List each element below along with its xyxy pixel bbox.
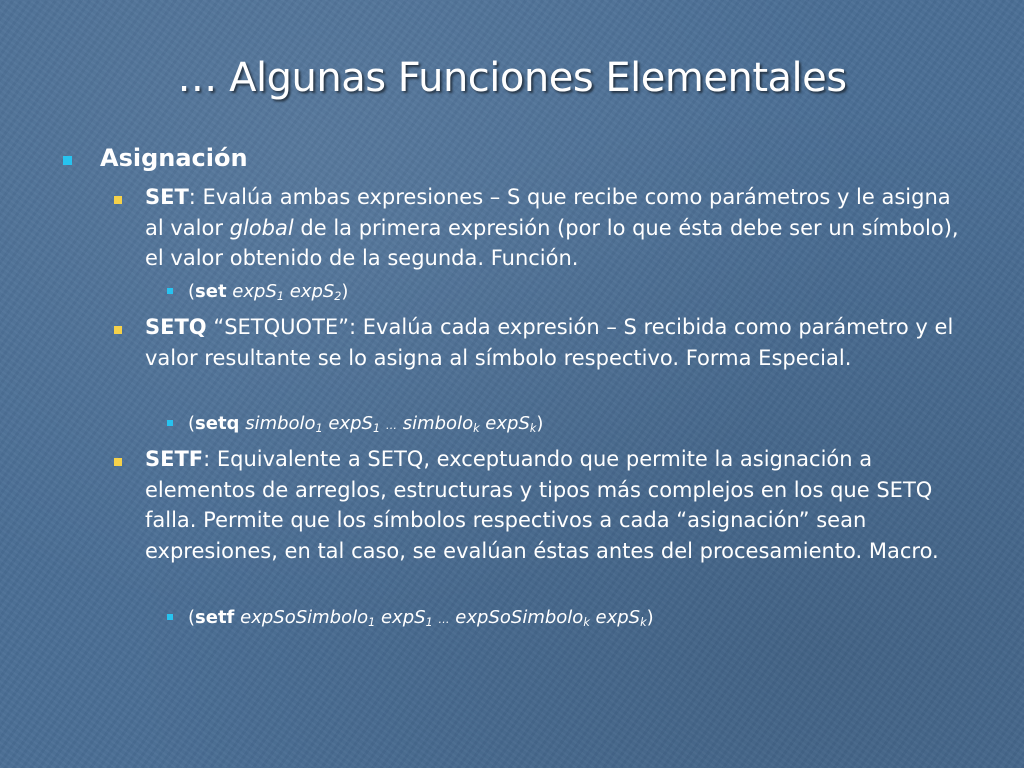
syntax-subscript: k xyxy=(640,616,647,629)
syntax-subscript: 1 xyxy=(425,616,433,629)
level3-bullet-icon xyxy=(167,288,173,294)
syntax-ellipsis: … xyxy=(385,419,397,432)
syntax-subscript: 1 xyxy=(372,422,381,435)
item-setf-keyword: SETF xyxy=(145,447,204,471)
item-setf-text: : Equivalente a SETQ, exceptuando que permite la asignación a elementos de arreglos, estructuras y tipos más complejos en los que SETQ falla. Permite que los símbolos respectivos a cada “asignación” sean expresiones, en tal caso, se evalúan éstas antes del procesamiento. Macro. xyxy=(145,447,939,563)
syntax-ellipsis: … xyxy=(438,613,450,626)
section-heading: Asignación xyxy=(100,144,248,172)
syntax-subscript: k xyxy=(583,616,590,629)
syntax-arg: simbolo xyxy=(245,413,316,434)
syntax-subscript: 2 xyxy=(334,290,342,303)
syntax-subscript: 1 xyxy=(368,616,376,629)
level2-bullet-icon xyxy=(114,326,122,334)
item-setf-description xyxy=(145,444,975,566)
item-set-emphasis: global xyxy=(229,215,294,240)
syntax-close-paren: ) xyxy=(646,607,654,628)
item-setq-text: “SETQUOTE”: Evalúa cada expresión – S recibida como parámetro y el valor resultante se lo asigna al símbolo respectivo. Forma Especial. xyxy=(145,315,954,370)
syntax-arg: expSoSimbolo xyxy=(240,607,369,628)
level3-bullet-icon xyxy=(167,614,173,620)
level3-bullet-icon xyxy=(167,420,173,426)
syntax-subscript: k xyxy=(473,422,480,435)
item-set-keyword: SET xyxy=(145,185,189,209)
item-setq-keyword: SETQ xyxy=(145,315,207,339)
syntax-arg: expS xyxy=(328,413,373,434)
syntax-open-paren: ( xyxy=(188,281,196,302)
level2-bullet-icon xyxy=(114,196,122,204)
syntax-close-paren: ) xyxy=(341,281,349,302)
syntax-keyword: setq xyxy=(195,413,240,434)
item-set-text-after: de la primera expresión (por lo que ésta debe ser un símbolo), el valor obtenido de la segunda. Función. xyxy=(145,215,959,270)
syntax-close-paren: ) xyxy=(536,413,544,434)
syntax-arg: expS xyxy=(380,607,426,628)
syntax-arg: expS xyxy=(289,281,335,302)
syntax-subscript: 1 xyxy=(315,422,323,435)
syntax-arg: expS xyxy=(595,607,641,628)
item-set-description xyxy=(145,182,975,274)
syntax-arg: expSoSimbolo xyxy=(455,607,584,628)
syntax-arg: expS xyxy=(232,281,277,302)
syntax-open-paren: ( xyxy=(188,607,196,628)
syntax-open-paren: ( xyxy=(188,413,196,434)
item-set-syntax xyxy=(188,281,348,303)
syntax-subscript: k xyxy=(529,422,537,435)
syntax-arg: simbolo xyxy=(402,413,474,434)
item-set-text-before: : Evalúa ambas expresiones – S que recibe como parámetros y le asigna al valor xyxy=(145,185,951,240)
syntax-subscript: 1 xyxy=(276,290,284,303)
item-setq-syntax xyxy=(188,413,543,437)
slide-title: … Algunas Funciones Elementales xyxy=(177,55,847,101)
item-setf-syntax xyxy=(188,607,654,631)
syntax-keyword: setf xyxy=(195,607,235,628)
level2-bullet-icon xyxy=(114,458,122,466)
syntax-keyword: set xyxy=(195,281,227,302)
item-setq-description xyxy=(145,312,975,373)
syntax-arg: expS xyxy=(485,413,530,434)
level1-bullet-icon xyxy=(63,156,72,165)
